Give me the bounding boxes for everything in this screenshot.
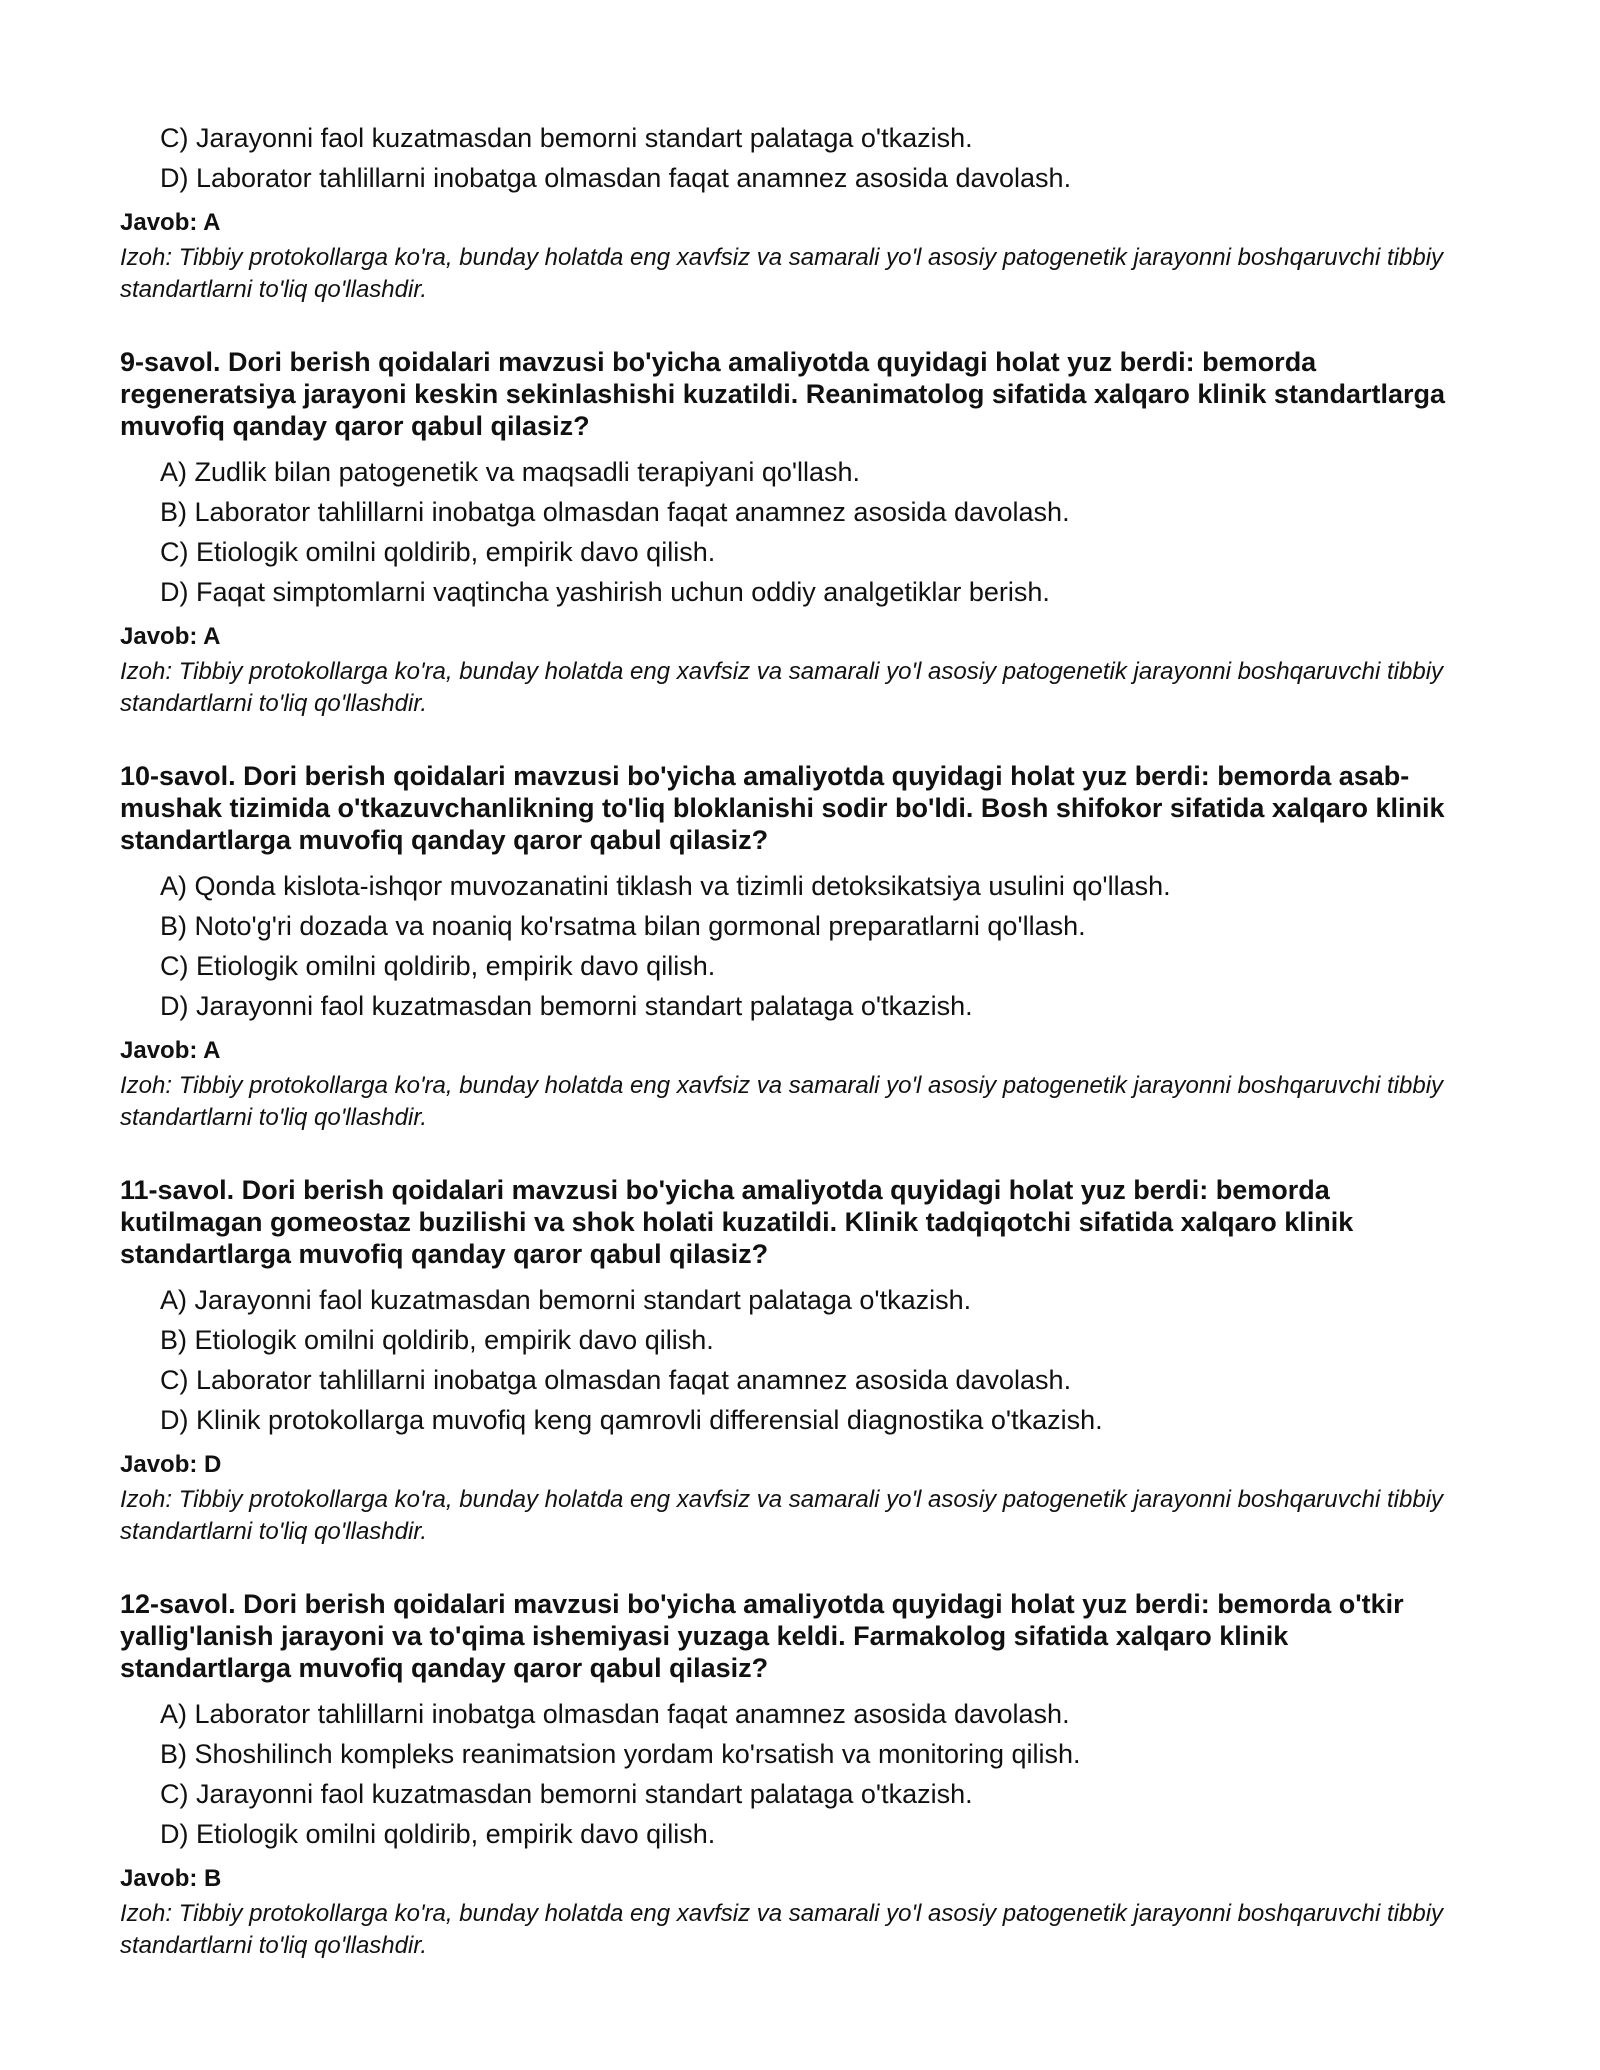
answer-label: Javob: B: [120, 1865, 222, 1892]
option-b: B) Shoshilinch kompleks reanimatsion yordam ko'rsatish va monitoring qilish.: [160, 1739, 1081, 1769]
question-text: 10-savol. Dori berish qoidalari mavzusi bo'yicha amaliyotda quyidagi holat yuz berdi: bemorda asab-mushak tizimida o'tkazuvchanlikning to'liq bloklanishi sodir bo'ldi. Bosh shifokor sifatida xalqaro klinik standartlarga muvofiq qanday qaror qabul qilasiz?: [120, 761, 1445, 855]
option-b: B) Noto'g'ri dozada va noaniq ko'rsatma bilan gormonal preparatlarni qo'llash.: [160, 911, 1086, 941]
option-b: B) Laborator tahlillarni inobatga olmasdan faqat anamnez asosida davolash.: [160, 497, 1070, 527]
option-d: D) Jarayonni faol kuzatmasdan bemorni standart palataga o'tkazish.: [160, 991, 973, 1021]
option-c: C) Jarayonni faol kuzatmasdan bemorni standart palataga o'tkazish.: [160, 1779, 973, 1809]
option-a: A) Jarayonni faol kuzatmasdan bemorni standart palataga o'tkazish.: [160, 1285, 972, 1315]
question-text: 12-savol. Dori berish qoidalari mavzusi bo'yicha amaliyotda quyidagi holat yuz berdi: bemorda o'tkir yallig'lanish jarayoni va to'qima ishemiyasi yuzaga keldi. Farmakolog sifatida xalqaro klinik standartlarga muvofiq qanday qaror qabul qilasiz?: [120, 1589, 1404, 1683]
question-block-12: [120, 1588, 1460, 1962]
answer-label: Javob: A: [120, 209, 221, 236]
option-d: D) Klinik protokollarga muvofiq keng qamrovli differensial diagnostika o'tkazish.: [160, 1405, 1103, 1435]
answer-label: Javob: A: [120, 1037, 221, 1064]
option-c: C) Etiologik omilni qoldirib, empirik davo qilish.: [160, 951, 716, 981]
option-b: B) Etiologik omilni qoldirib, empirik davo qilish.: [160, 1325, 714, 1355]
option-d: D) Faqat simptomlarni vaqtincha yashirish uchun oddiy analgetiklar berish.: [160, 577, 1050, 607]
answer-label: Javob: A: [120, 623, 221, 650]
option-d: D) Etiologik omilni qoldirib, empirik davo qilish.: [160, 1819, 716, 1849]
option-a: A) Qonda kislota-ishqor muvozanatini tiklash va tizimli detoksikatsiya usulini qo'llash.: [160, 871, 1171, 901]
question-text: 9-savol. Dori berish qoidalari mavzusi bo'yicha amaliyotda quyidagi holat yuz berdi: bemorda regeneratsiya jarayoni keskin sekinlashishi kuzatildi. Reanimatolog sifatida xalqaro klinik standartlarga muvofiq qanday qaror qabul qilasiz?: [120, 347, 1445, 441]
explanation-note: Izoh: Tibbiy protokollarga ko'ra, bunday holatda eng xavfsiz va samarali yo'l asosiy patogenetik jarayonni boshqaruvchi tibbiy standartlarni to'liq qo'llashdir.: [120, 658, 1444, 717]
option-c: C) Laborator tahlillarni inobatga olmasdan faqat anamnez asosida davolash.: [160, 1365, 1072, 1395]
explanation-note: Izoh: Tibbiy protokollarga ko'ra, bunday holatda eng xavfsiz va samarali yo'l asosiy patogenetik jarayonni boshqaruvchi tibbiy standartlarni to'liq qo'llashdir.: [120, 1486, 1444, 1545]
explanation-note: Izoh: Tibbiy protokollarga ko'ra, bunday holatda eng xavfsiz va samarali yo'l asosiy patogenetik jarayonni boshqaruvchi tibbiy standartlarni to'liq qo'llashdir.: [120, 1900, 1444, 1959]
option-a: A) Laborator tahlillarni inobatga olmasdan faqat anamnez asosida davolash.: [160, 1699, 1070, 1729]
answer-label: Javob: D: [120, 1451, 222, 1478]
question-block-9: [120, 346, 1460, 720]
question-block-10: [120, 760, 1460, 1134]
explanation-note: Izoh: Tibbiy protokollarga ko'ra, bunday holatda eng xavfsiz va samarali yo'l asosiy patogenetik jarayonni boshqaruvchi tibbiy standartlarni to'liq qo'llashdir.: [120, 1072, 1444, 1131]
option-c: C) Jarayonni faol kuzatmasdan bemorni standart palataga o'tkazish.: [160, 123, 973, 153]
option-d: D) Laborator tahlillarni inobatga olmasdan faqat anamnez asosida davolash.: [160, 163, 1072, 193]
document-page: [120, 118, 1460, 1962]
question-block-11: [120, 1174, 1460, 1548]
option-c: C) Etiologik omilni qoldirib, empirik davo qilish.: [160, 537, 716, 567]
option-a: A) Zudlik bilan patogenetik va maqsadli terapiyani qo'llash.: [160, 457, 861, 487]
question-8-continuation: [120, 118, 1460, 306]
question-text: 11-savol. Dori berish qoidalari mavzusi bo'yicha amaliyotda quyidagi holat yuz berdi: bemorda kutilmagan gomeostaz buzilishi va shok holati kuzatildi. Klinik tadqiqotchi sifatida xalqaro klinik standartlarga muvofiq qanday qaror qabul qilasiz?: [120, 1175, 1354, 1269]
explanation-note: Izoh: Tibbiy protokollarga ko'ra, bunday holatda eng xavfsiz va samarali yo'l asosiy patogenetik jarayonni boshqaruvchi tibbiy standartlarni to'liq qo'llashdir.: [120, 244, 1444, 303]
